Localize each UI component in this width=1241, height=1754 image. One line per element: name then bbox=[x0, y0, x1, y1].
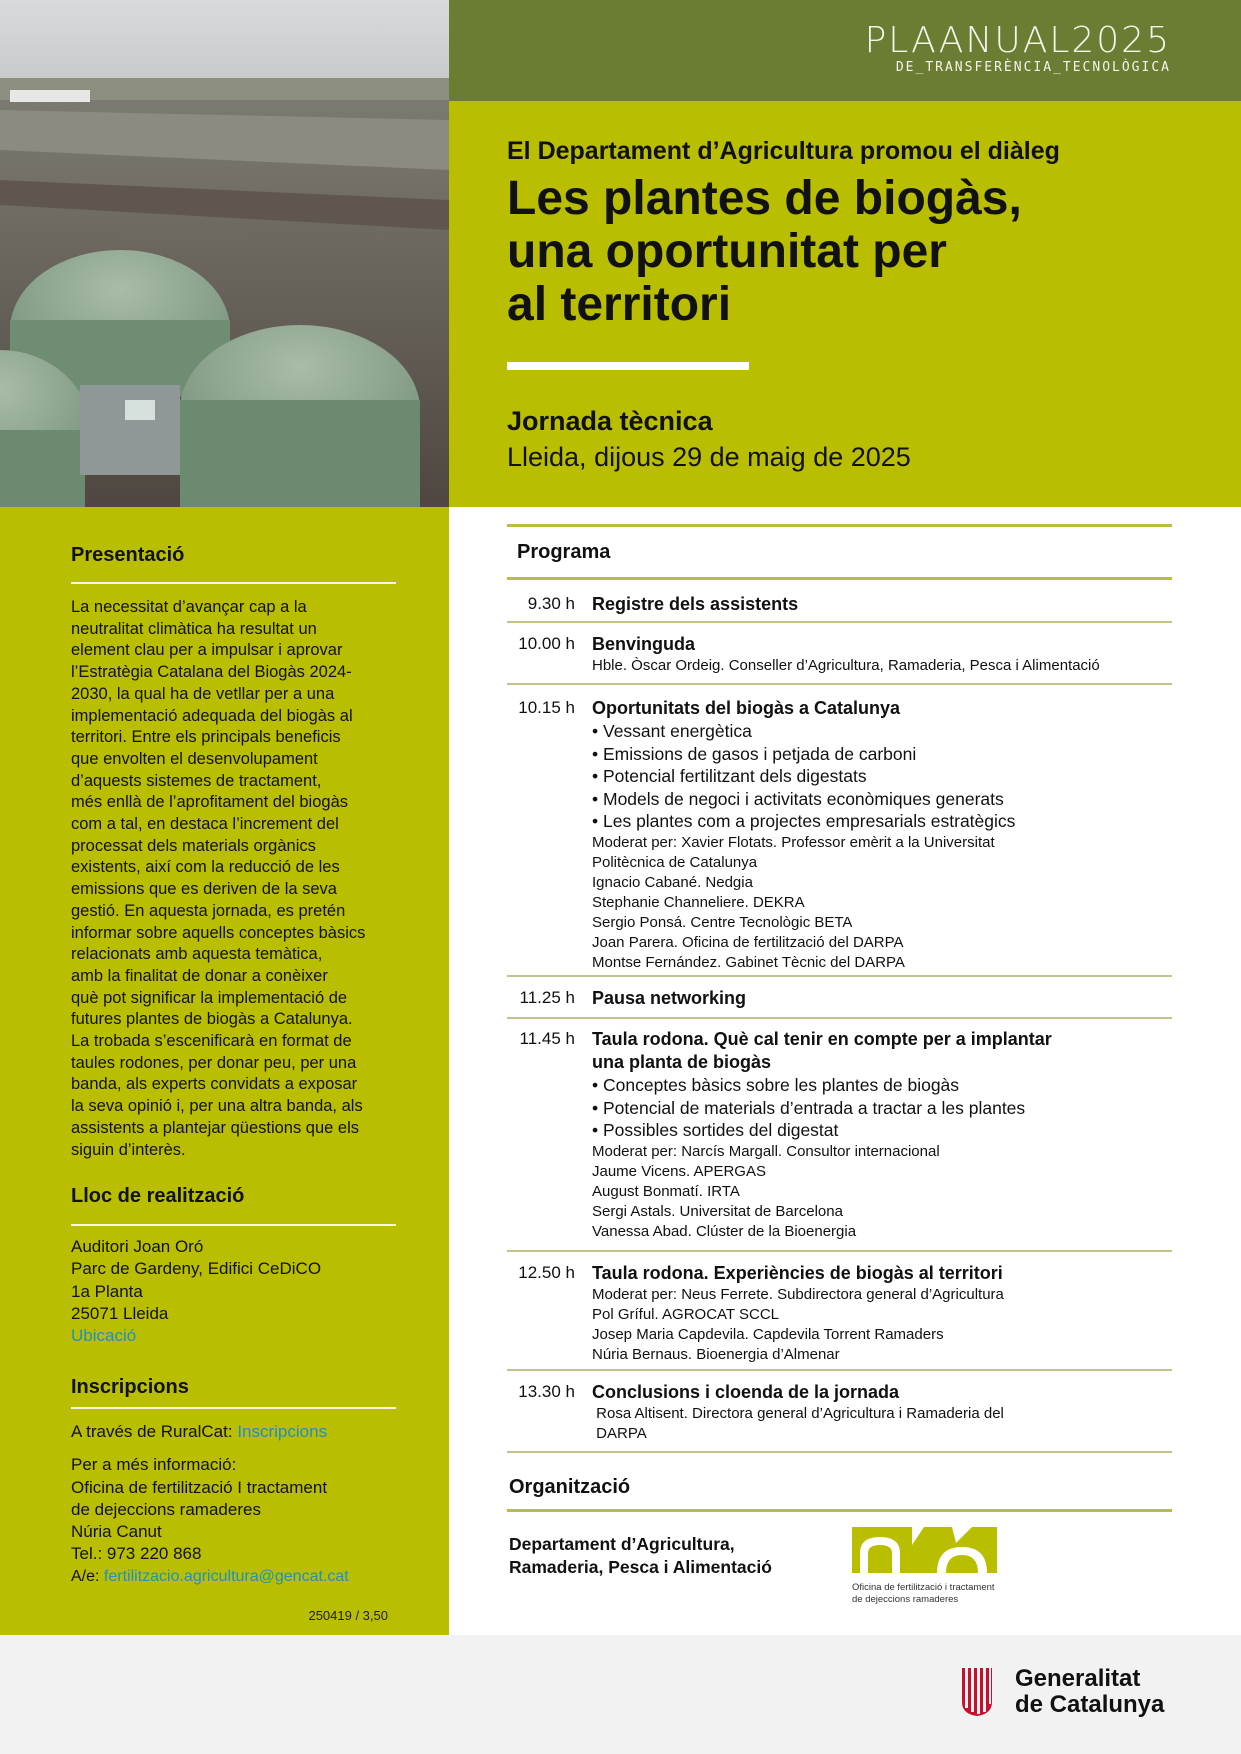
program-speaker: Vanessa Abad. Clúster de la Bioenergia bbox=[592, 1222, 857, 1240]
program-speaker: Stephanie Channeliere. DEKRA bbox=[592, 893, 805, 911]
program-item-title: una planta de biogàs bbox=[592, 1052, 772, 1072]
presentacio-line: territori. Entre els principals beneficis bbox=[71, 728, 341, 747]
office-logo-caption bbox=[852, 1582, 1002, 1606]
program-bullet: • Conceptes bàsics sobre les plantes de biogàs bbox=[592, 1075, 960, 1095]
inscripcions-heading: Inscripcions bbox=[71, 1376, 189, 1398]
presentacio-line: què pot significar la implementació de bbox=[71, 988, 348, 1007]
program-time: 10.15 h bbox=[518, 698, 575, 717]
org-name-line: Ramaderia, Pesca i Alimentació bbox=[509, 1557, 772, 1577]
program-item-title: Taula rodona. Experiències de biogàs al territori bbox=[592, 1263, 1003, 1283]
program-item bbox=[592, 697, 1182, 973]
event-type: Jornada tècnica bbox=[507, 406, 713, 436]
program-item-title: Benvinguda bbox=[592, 634, 696, 654]
via-text: A través de RuralCat: bbox=[71, 1422, 238, 1441]
program-speaker: August Bonmatí. IRTA bbox=[592, 1182, 740, 1200]
divider bbox=[507, 683, 1172, 685]
divider bbox=[71, 1224, 396, 1226]
program-item bbox=[592, 987, 1182, 1010]
presentacio-line: més enllà de l’aprofitament del biogàs bbox=[71, 793, 348, 812]
presentacio-text bbox=[71, 597, 365, 1161]
presentacio-line: La necessitat d’avançar cap a la bbox=[71, 598, 307, 616]
program-speaker: Sergi Astals. Universitat de Barcelona bbox=[592, 1202, 843, 1220]
program-bullet: • Potencial de materials d’entrada a tractar a les plantes bbox=[592, 1097, 1026, 1118]
email-line bbox=[71, 1566, 349, 1588]
gov-name-line: Generalitat bbox=[1015, 1665, 1141, 1692]
divider bbox=[507, 1451, 1172, 1453]
presentacio-line: futures plantes de biogàs a Catalunya. bbox=[71, 1010, 353, 1029]
divider bbox=[507, 1017, 1172, 1019]
program-speaker: Jaume Vicens. APERGAS bbox=[592, 1162, 766, 1180]
presentacio-line: que envolten el desenvolupament bbox=[71, 749, 318, 768]
divider bbox=[507, 621, 1172, 623]
presentacio-line: La trobada s’escenificarà en format de bbox=[71, 1032, 352, 1051]
organization-name bbox=[509, 1533, 829, 1579]
event-date: Lleida, dijous 29 de maig de 2025 bbox=[507, 442, 911, 472]
office-logo bbox=[852, 1527, 1002, 1606]
catalan-flag-icon bbox=[962, 1668, 992, 1716]
program-bullet: • Vessant energètica bbox=[592, 721, 752, 741]
program-time: 12.50 h bbox=[518, 1263, 575, 1282]
program-speaker: Sergio Ponsá. Centre Tecnològic BETA bbox=[592, 913, 853, 931]
program-speaker: Moderat per: Xavier Flotats. Professor emèrit a la Universitat bbox=[592, 833, 995, 851]
caption-line: Oficina de fertilització i tractament bbox=[852, 1582, 995, 1593]
presentacio-line: d’aquests sistemes de tractament, bbox=[71, 771, 322, 790]
program-bullet: • Potencial fertilitzant dels digestats bbox=[592, 766, 867, 786]
inscripcions-line bbox=[71, 1421, 349, 1443]
program-speaker: DARPA bbox=[592, 1425, 647, 1442]
brand-title: PLAANUAL2025 bbox=[864, 20, 1171, 61]
program-speaker: Ignacio Cabané. Nedgia bbox=[592, 873, 753, 891]
divider bbox=[507, 1250, 1172, 1252]
program-item bbox=[592, 1028, 1182, 1242]
inscripcions-text bbox=[71, 1421, 349, 1588]
title-divider bbox=[507, 362, 749, 370]
divider bbox=[507, 524, 1172, 527]
title-line: al territori bbox=[507, 278, 732, 331]
page-title bbox=[507, 172, 1167, 331]
program-item-title: Registre dels assistents bbox=[592, 594, 799, 614]
lloc-heading: Lloc de realització bbox=[71, 1185, 245, 1207]
program-item bbox=[592, 1262, 1182, 1365]
divider bbox=[71, 1407, 396, 1409]
header-photo bbox=[0, 0, 449, 507]
programa-heading: Programa bbox=[517, 541, 611, 563]
info-line: de dejeccions ramaderes bbox=[71, 1499, 261, 1519]
brand-subtitle: DE_TRANSFERÈNCIA_TECNOLÒGICA bbox=[895, 60, 1171, 75]
presentacio-line: implementació adequada del biogàs al bbox=[71, 706, 353, 725]
info-line: Per a més informació: bbox=[71, 1455, 237, 1475]
presentacio-line: existents, així com la reducció de les bbox=[71, 858, 340, 877]
ubicacio-link[interactable]: Ubicació bbox=[71, 1326, 137, 1346]
info-line: Oficina de fertilització I tractament bbox=[71, 1477, 328, 1497]
program-speaker: Hble. Òscar Ordeig. Conseller d’Agricultura, Ramaderia, Pesca i Alimentació bbox=[592, 657, 1100, 674]
program-item bbox=[592, 633, 1182, 676]
address-line: Auditori Joan Oró bbox=[71, 1237, 204, 1256]
program-speaker: Moderat per: Narcís Margall. Consultor internacional bbox=[592, 1142, 940, 1160]
program-bullet: • Emissions de gasos i petjada de carboni bbox=[592, 743, 917, 764]
presentacio-line: assistents a plantejar qüestions que els bbox=[71, 1118, 360, 1137]
program-item-title: Conclusions i cloenda de la jornada bbox=[592, 1382, 900, 1402]
program-item-title: Pausa networking bbox=[592, 988, 747, 1008]
title-line: una oportunitat per bbox=[507, 225, 947, 278]
program-speaker: Núria Bernaus. Bioenergia d’Almenar bbox=[592, 1346, 840, 1363]
address-line: Parc de Gardeny, Edifici CeDiCO bbox=[71, 1259, 322, 1279]
email-label: A/e: bbox=[71, 1567, 104, 1585]
program-item bbox=[592, 1381, 1182, 1444]
program-speaker: Joan Parera. Oficina de fertilització del DARPA bbox=[592, 933, 904, 951]
presentacio-line: informar sobre aquells conceptes bàsics bbox=[71, 923, 366, 942]
info-line: Tel.: 973 220 868 bbox=[71, 1544, 202, 1564]
org-name-line: Departament d’Agricultura, bbox=[509, 1534, 735, 1554]
program-time: 10.00 h bbox=[518, 634, 575, 653]
presentacio-line: neutralitat climàtica ha resultat un bbox=[71, 619, 317, 638]
program-item-title: Oportunitats del biogàs a Catalunya bbox=[592, 698, 901, 718]
program-speaker: Rosa Altisent. Directora general d’Agricultura i Ramaderia del bbox=[592, 1405, 1004, 1422]
program-speaker: Montse Fernández. Gabinet Tècnic del DARPA bbox=[592, 953, 905, 971]
caption-line: de dejeccions ramaderes bbox=[852, 1594, 959, 1605]
program-time: 13.30 h bbox=[518, 1382, 575, 1401]
program-speaker: Josep Maria Capdevila. Capdevila Torrent Ramaders bbox=[592, 1326, 944, 1343]
lloc-address bbox=[71, 1236, 321, 1347]
presentacio-line: l’Estratègia Catalana del Biogàs 2024- bbox=[71, 663, 352, 682]
gov-name-line: de Catalunya bbox=[1015, 1691, 1165, 1718]
kicker: El Departament d’Agricultura promou el diàleg bbox=[507, 137, 1060, 165]
program-bullet: • Possibles sortides del digestat bbox=[592, 1120, 839, 1140]
program-time: 9.30 h bbox=[527, 594, 575, 613]
divider bbox=[507, 975, 1172, 977]
program-time: 11.45 h bbox=[519, 1029, 575, 1048]
program-item-title: Taula rodona. Què cal tenir en compte per a implantar bbox=[592, 1029, 1052, 1049]
email-link[interactable]: fertilitzacio.agricultura@gencat.cat bbox=[103, 1567, 349, 1585]
presentacio-line: amb la finalitat de donar a conèixer bbox=[71, 966, 328, 985]
program-item bbox=[592, 593, 1182, 616]
presentacio-line: emissions que es deriven de la seva bbox=[71, 880, 337, 899]
presentacio-line: gestió. En aquesta jornada, es pretén bbox=[71, 901, 346, 920]
presentacio-line: com a tal, en destaca l’increment del bbox=[71, 815, 339, 834]
info-line: Núria Canut bbox=[71, 1522, 162, 1542]
presentacio-line: 2030, la qual ha de vetllar per a una bbox=[71, 684, 335, 703]
biogas-plant-photo bbox=[0, 0, 449, 507]
inscripcions-link[interactable]: Inscripcions bbox=[237, 1422, 328, 1441]
presentacio-line: siguin d’interès. bbox=[71, 1140, 186, 1159]
program-time: 11.25 h bbox=[519, 988, 575, 1007]
generalitat-logo bbox=[962, 1668, 992, 1716]
divider bbox=[507, 1509, 1172, 1512]
divider bbox=[507, 1369, 1172, 1371]
generalitat-name bbox=[1015, 1666, 1164, 1718]
divider bbox=[71, 582, 396, 584]
presentacio-line: element clau per a impulsar i aprovar bbox=[71, 641, 343, 660]
presentacio-heading: Presentació bbox=[71, 544, 185, 566]
organitzacio-heading: Organització bbox=[509, 1476, 631, 1498]
address-line: 25071 Lleida bbox=[71, 1303, 169, 1323]
program-speaker: Moderat per: Neus Ferrete. Subdirectora general d’Agricultura bbox=[592, 1286, 1004, 1303]
divider bbox=[507, 577, 1172, 580]
office-logo-icon bbox=[852, 1527, 997, 1573]
presentacio-line: processat dels materials orgànics bbox=[71, 836, 316, 855]
document-code: 250419 / 3,50 bbox=[308, 1608, 388, 1623]
program-bullet: • Models de negoci i activitats econòmiques generats bbox=[592, 788, 1004, 809]
program-bullet: • Les plantes com a projectes empresarials estratègics bbox=[592, 811, 1016, 831]
presentacio-line: la seva opinió i, per una altra banda, als bbox=[71, 1097, 363, 1116]
program-speaker: Pol Gríful. AGROCAT SCCL bbox=[592, 1306, 779, 1323]
presentacio-line: relacionats amb aquesta temàtica, bbox=[71, 945, 323, 964]
presentacio-line: banda, als experts convidats a exposar bbox=[71, 1075, 358, 1094]
presentacio-line: taules rodones, per donar peu, per una bbox=[71, 1053, 357, 1072]
title-line: Les plantes de biogàs, bbox=[507, 172, 1022, 225]
program-speaker: Politècnica de Catalunya bbox=[592, 853, 758, 871]
address-line: 1a Planta bbox=[71, 1281, 143, 1301]
